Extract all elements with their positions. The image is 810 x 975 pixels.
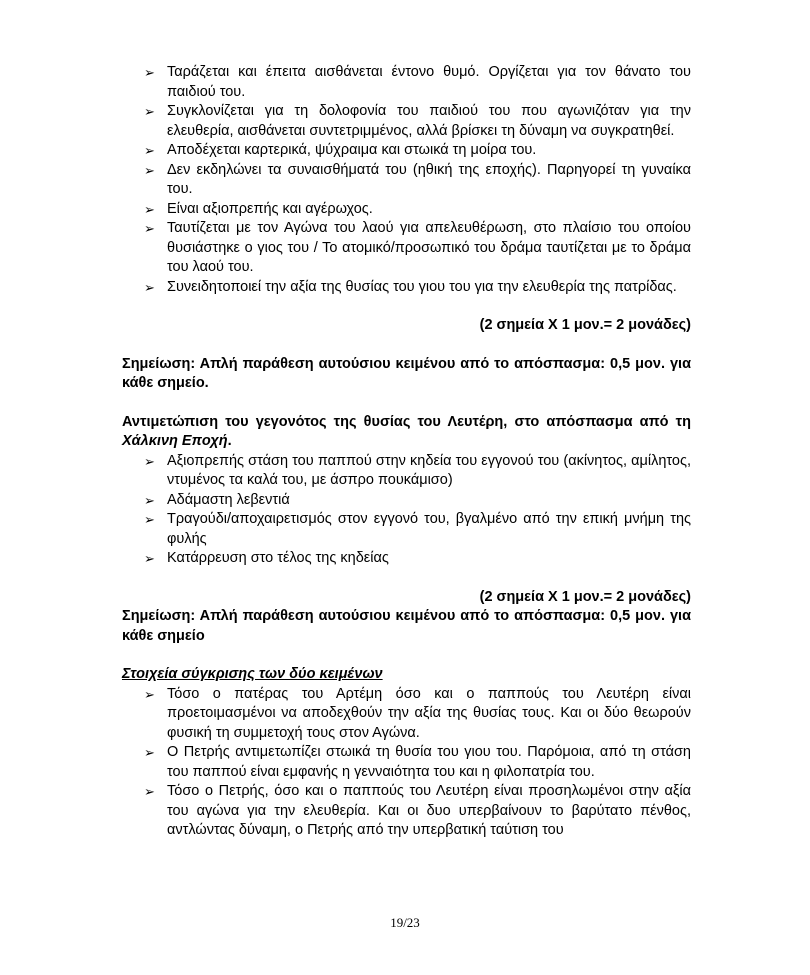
arrow-bullet-icon: ➢ <box>144 104 155 119</box>
list-item: ➢ Ταράζεται και έπειτα αισθάνεται έντονο θυμό. Οργίζεται για τον θάνατο του παιδιού του. <box>144 64 691 100</box>
score-line: (2 σημεία Χ 1 μον.= 2 μονάδες) <box>479 317 691 333</box>
note-paragraph: Σημείωση: Απλή παράθεση αυτούσιου κειμένου από το απόσπασμα: 0,5 μον. για κάθε σημείο <box>122 608 691 644</box>
page-number: 19/23 <box>390 915 420 930</box>
arrow-bullet-icon: ➢ <box>144 745 155 760</box>
list-item: ➢ Συγκλονίζεται για τη δολοφονία του παιδιού του που αγωνιζόταν για την ελευθερία, αισθάνεται συντετριμμένος, αλλά βρίσκει τη δύναμη να συγκρατηθεί. <box>144 103 691 139</box>
list-item: ➢ Συνειδητοποιεί την αξία της θυσίας του γιου του για την ελευθερία της πατρίδας. <box>122 278 691 298</box>
list-item: ➢ Ταυτίζεται με τον Αγώνα του λαού για απελευθέρωση, στο πλαίσιο του οποίου θυσιάστηκε ο γιος του / Το ατομικό/προσωπικό του δράμα ταυτίζεται με το δράμα του λαού του. <box>144 220 691 275</box>
list-item: ➢ Αξιοπρεπής στάση του παππού στην κηδεία του εγγονού του (ακίνητος, αμίλητος, ντυμένος τα καλά του, με άσπρο πουκάμισο) <box>144 452 691 488</box>
score-line: (2 σημεία Χ 1 μον.= 2 μονάδες) <box>479 588 691 605</box>
list-item: ➢ Ο Πετρής αντιμετωπίζει στωικά τη θυσία του γιου του. Παρόμοια, από τη στάση του παππού είναι εμφανής η γενναιότητα του και η φιλοπατρία του. <box>144 744 691 780</box>
reaction-list <box>122 63 691 297</box>
list-item: ➢ Είναι αξιοπρεπής και αγέρωχος. <box>122 200 691 220</box>
arrow-bullet-icon: ➢ <box>144 453 155 469</box>
comparison-heading: Στοιχεία σύγκρισης των δύο κειμένων <box>122 666 383 682</box>
comparison-list <box>122 685 691 841</box>
list-item: ➢ Δεν εκδηλώνει τα συναισθήματά του (ηθική της εποχής). Παρηγορεί τη γυναίκα του. <box>144 161 691 197</box>
note-paragraph: Σημείωση: Απλή παράθεση αυτούσιου κειμένου από το απόσπασμα: 0,5 μον. για κάθε σημείο. <box>122 355 691 391</box>
list-item: ➢ Κατάρρευση στο τέλος της κηδείας <box>122 549 691 569</box>
list-item: ➢ Αδάμαστη λεβεντιά <box>122 491 691 511</box>
arrow-bullet-icon: ➢ <box>144 492 155 508</box>
list-item: ➢ Τόσο ο Πετρής, όσο και ο παππούς του Λευτέρη είναι προσηλωμένοι στην αξία του αγώνα για την ελευθερία. Και οι δυο υπερβαίνουν το βαρύτατο πένθος, αντλώντας δύναμη, ο Πετρής από την υπερβατική ταύτιση του <box>144 783 691 838</box>
arrow-bullet-icon: ➢ <box>144 784 155 799</box>
arrow-bullet-icon: ➢ <box>144 279 155 295</box>
arrow-bullet-icon: ➢ <box>144 512 155 527</box>
arrow-bullet-icon: ➢ <box>144 221 155 236</box>
funeral-list <box>122 452 691 569</box>
section-heading: Αντιμετώπιση του γεγονότος της θυσίας του Λευτέρη, στο απόσπασμα από τη Χάλκινη Εποχή. <box>122 413 691 449</box>
arrow-bullet-icon: ➢ <box>144 551 155 566</box>
arrow-bullet-icon: ➢ <box>144 162 155 178</box>
arrow-bullet-icon: ➢ <box>144 686 155 702</box>
page-content <box>122 63 691 841</box>
arrow-bullet-icon: ➢ <box>144 65 155 80</box>
list-item: ➢ Αποδέχεται καρτερικά, ψύχραιμα και στωικά τη μοίρα του. <box>122 141 691 161</box>
list-item: ➢ Τόσο ο πατέρας του Αρτέμη όσο και ο παππούς του Λευτέρη είναι προετοιμασμένοι να αποδεχθούν την αξία της θυσίας τους. Και οι δύο θεωρούν φυσική τη συμμετοχή τους στον Αγώνα. <box>144 685 691 741</box>
arrow-bullet-icon: ➢ <box>144 201 155 217</box>
list-item: ➢ Τραγούδι/αποχαιρετισμός στον εγγονό του, βγαλμένο από την επική μνήμη της φυλής <box>144 511 691 547</box>
arrow-bullet-icon: ➢ <box>144 143 155 158</box>
